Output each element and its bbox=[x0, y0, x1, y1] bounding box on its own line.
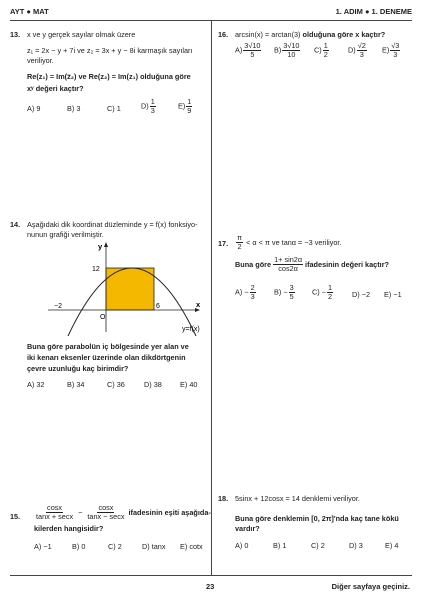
q14-line-1: Aşağıdaki dik koordinat düzleminde y = f(x) fonksiyo- bbox=[27, 220, 198, 229]
q14-line-2: nunun grafiği verilmiştir. bbox=[27, 230, 104, 239]
question-number: 14. bbox=[10, 220, 21, 229]
x-neg-label: −2 bbox=[54, 303, 62, 310]
q15-expression bbox=[34, 504, 211, 521]
question-15 bbox=[10, 500, 211, 560]
numerator: 1 bbox=[323, 41, 328, 50]
q13-line-2: z₁ = 2x − y + 7i ve z₂ = 3x + y − 8i karmaşık sayıları bbox=[27, 46, 193, 55]
denominator: 3 bbox=[393, 50, 398, 59]
option-c[interactable]: C) 36 bbox=[107, 380, 125, 389]
denominator: 2 bbox=[237, 242, 242, 251]
option-e[interactable]: E) cotx bbox=[180, 542, 203, 551]
option-label: B) bbox=[274, 45, 282, 55]
option-e[interactable]: E) −1 bbox=[384, 290, 402, 299]
q15-text-2: kilerden hangisidir? bbox=[34, 524, 104, 533]
q16-question: olduğuna göre x kaçtır? bbox=[302, 30, 386, 39]
option-c[interactable] bbox=[312, 284, 334, 301]
denominator: tanx + secx bbox=[36, 512, 74, 521]
question-number: 16. bbox=[218, 30, 229, 39]
denominator: 5 bbox=[250, 50, 255, 59]
question-14 bbox=[10, 220, 206, 390]
question-16 bbox=[218, 30, 414, 90]
q17-lead: Buna göre bbox=[235, 260, 272, 269]
column-divider bbox=[211, 21, 212, 575]
numerator: 1 bbox=[150, 97, 155, 106]
x-pos-label: 6 bbox=[156, 303, 160, 310]
q14-question-2: iki kenarı eksenler üzerinde olan dikdörtgenin bbox=[27, 353, 186, 362]
option-d[interactable]: D) tanx bbox=[142, 542, 166, 551]
denominator: 3 bbox=[359, 50, 364, 59]
option-b[interactable] bbox=[274, 284, 296, 301]
numerator: 1 bbox=[187, 97, 192, 106]
header-right: 1. ADIM ● 1. DENEME bbox=[335, 7, 412, 16]
denominator: cos2α bbox=[278, 264, 298, 273]
question-number: 17. bbox=[218, 239, 229, 248]
denominator: 9 bbox=[187, 106, 192, 115]
option-c[interactable]: C) 2 bbox=[311, 541, 325, 550]
q18-line-1: 5sinx + 12cosx = 14 denklemi veriliyor. bbox=[235, 494, 360, 503]
option-d[interactable]: D) 38 bbox=[144, 380, 162, 389]
denominator: 5 bbox=[289, 292, 294, 301]
option-label: D) bbox=[348, 45, 356, 55]
numerator: 2 bbox=[250, 283, 255, 292]
q16-equation: arcsin(x) = arctan(3) bbox=[235, 30, 301, 39]
q18-line-3: vardır? bbox=[235, 524, 260, 533]
x-axis-label: x bbox=[196, 300, 201, 309]
option-b[interactable]: B) 1 bbox=[273, 541, 287, 550]
option-a[interactable]: A) 9 bbox=[27, 104, 41, 113]
option-a[interactable]: A) 0 bbox=[235, 541, 249, 550]
q17-line-2 bbox=[235, 256, 389, 273]
option-e[interactable] bbox=[382, 42, 401, 59]
numerator: 1 bbox=[328, 283, 333, 292]
y-axis-label: y bbox=[98, 242, 103, 251]
q17-condition: < α < π ve tanα = −3 veriliyor. bbox=[246, 238, 342, 247]
q15-text-1: ifadesinin eşiti aşağıda- bbox=[128, 508, 211, 517]
page-number: 23 bbox=[206, 582, 215, 591]
option-b[interactable] bbox=[274, 42, 301, 59]
option-label: D) bbox=[141, 101, 149, 111]
numerator: 3√10 bbox=[244, 41, 261, 50]
q14-question-3: çevre uzunluğu kaç birimdir? bbox=[27, 364, 129, 373]
q13-line-3: veriliyor. bbox=[27, 56, 54, 65]
question-18 bbox=[218, 494, 414, 554]
option-b[interactable]: B) 3 bbox=[67, 104, 81, 113]
question-17 bbox=[218, 234, 414, 314]
option-d[interactable] bbox=[141, 98, 157, 115]
q13-line-4: Re(z₁) = Im(z̅₂) ve Re(z₂) = Im(z₁) olduğuna göre bbox=[27, 72, 191, 81]
numerator: 3√10 bbox=[283, 41, 300, 50]
denominator: 10 bbox=[287, 50, 296, 59]
header-left: AYT ● MAT bbox=[10, 7, 49, 16]
option-d[interactable]: D) −2 bbox=[352, 290, 371, 299]
parabola-graph bbox=[40, 240, 210, 336]
option-label: B) − bbox=[274, 287, 288, 297]
denominator: 2 bbox=[323, 50, 328, 59]
option-a[interactable] bbox=[235, 42, 262, 59]
minus-sign: − bbox=[78, 508, 83, 517]
numerator: √2 bbox=[357, 41, 366, 50]
option-c[interactable]: C) 1 bbox=[107, 104, 121, 113]
option-e[interactable]: E) 40 bbox=[180, 380, 198, 389]
question-number: 15. bbox=[10, 512, 21, 521]
footer-divider bbox=[10, 575, 412, 576]
y-tick-label: 12 bbox=[92, 266, 100, 273]
option-b[interactable]: B) 34 bbox=[67, 380, 85, 389]
question-number: 18. bbox=[218, 494, 229, 503]
option-a[interactable]: A) −1 bbox=[34, 542, 52, 551]
q13-line-1: x ve y gerçek sayılar olmak üzere bbox=[27, 30, 136, 39]
numerator: π bbox=[237, 233, 243, 242]
option-b[interactable]: B) 0 bbox=[72, 542, 86, 551]
numerator: 3 bbox=[289, 283, 294, 292]
option-e[interactable]: E) 4 bbox=[385, 541, 399, 550]
question-number: 13. bbox=[10, 30, 21, 39]
q17-question: ifadesinin değeri kaçtır? bbox=[305, 260, 389, 269]
numerator: √3 bbox=[391, 41, 400, 50]
curve-label: y=f(x) bbox=[182, 326, 200, 333]
option-label: A) − bbox=[235, 287, 249, 297]
option-c[interactable]: C) 2 bbox=[108, 542, 122, 551]
next-page-note: Diğer sayfaya geçiniz. bbox=[331, 582, 410, 591]
q13-line-5: xʸ değeri kaçtır? bbox=[27, 84, 84, 93]
option-a[interactable] bbox=[235, 284, 257, 301]
numerator: cosx bbox=[47, 503, 63, 512]
option-label: C) − bbox=[312, 287, 326, 297]
option-a[interactable]: A) 32 bbox=[27, 380, 45, 389]
y-arrow-icon bbox=[104, 242, 108, 247]
option-c[interactable] bbox=[314, 42, 330, 59]
option-e[interactable] bbox=[178, 98, 193, 115]
denominator: tanx − secx bbox=[87, 512, 125, 521]
option-label: E) bbox=[382, 45, 390, 55]
q16-line-1 bbox=[235, 30, 385, 39]
denominator: 2 bbox=[328, 292, 333, 301]
denominator: 3 bbox=[250, 292, 255, 301]
q14-question-1: Buna göre parabolün iç bölgesinde yer alan ve bbox=[27, 342, 189, 351]
q18-line-2: Buna göre denklemin [0, 2π]'nda kaç tane kökü bbox=[235, 514, 399, 523]
option-d[interactable] bbox=[348, 42, 368, 59]
option-d[interactable]: D) 3 bbox=[349, 541, 363, 550]
option-label: A) bbox=[235, 45, 243, 55]
numerator: cosx bbox=[98, 503, 114, 512]
origin-label: O bbox=[100, 314, 106, 321]
denominator: 3 bbox=[150, 106, 155, 115]
option-label: C) bbox=[314, 45, 322, 55]
option-label: E) bbox=[178, 101, 186, 111]
q17-line-1 bbox=[235, 234, 341, 251]
numerator: 1+ sin2α bbox=[274, 255, 303, 264]
question-13 bbox=[10, 30, 206, 120]
